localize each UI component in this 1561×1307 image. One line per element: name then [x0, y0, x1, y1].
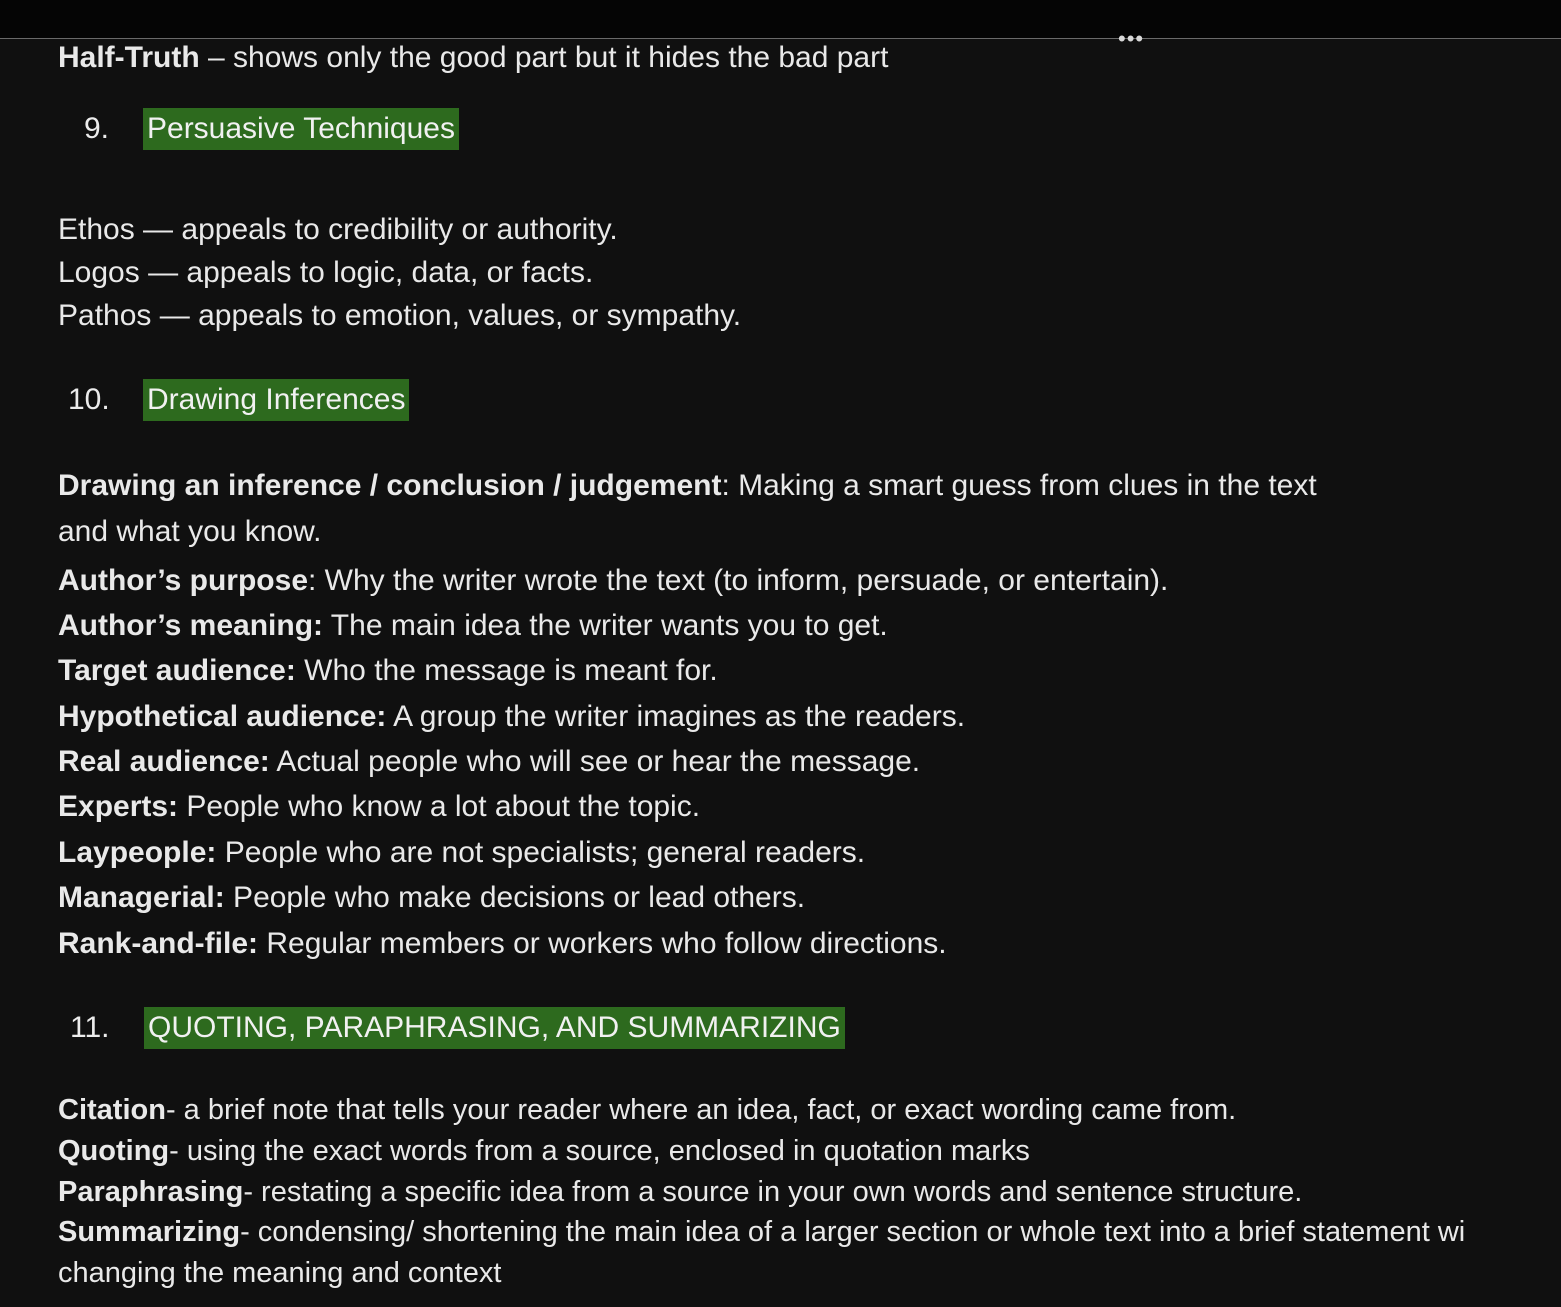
- quoting-definition-line: [58, 1256, 501, 1290]
- term-definition: People who are not specialists; general readers.: [216, 836, 866, 869]
- term-definition: Who the message is meant for.: [295, 654, 718, 687]
- term-label: Author’s meaning:: [58, 609, 324, 642]
- definition-line: [58, 653, 718, 689]
- term-definition: - a brief note that tells your reader where an idea, fact, or exact wording came from.: [165, 1094, 1237, 1126]
- term-label: Rank-and-file:: [58, 927, 259, 960]
- quoting-definition-line: [58, 1175, 1302, 1209]
- section-number: 11.: [70, 1011, 110, 1044]
- section-number: 9.: [84, 112, 110, 145]
- term-definition: and what you know.: [58, 515, 322, 548]
- term-definition: changing the meaning and context: [58, 1257, 502, 1289]
- section-number: 10.: [68, 383, 110, 416]
- section-title: QUOTING, PARAPHRASING, AND SUMMARIZING: [144, 1007, 845, 1049]
- term-definition: : Making a smart guess from clues in the text: [721, 469, 1317, 502]
- term-label: Citation: [58, 1094, 166, 1126]
- section-title: Drawing Inferences: [143, 379, 409, 421]
- half-truth-definition: – shows only the good part but it hides the bad part: [199, 41, 889, 74]
- half-truth-term: Half-Truth: [58, 41, 200, 74]
- definition-line: [58, 468, 1317, 504]
- section-title: Persuasive Techniques: [143, 108, 459, 150]
- term-definition: - using the exact words from a source, enclosed in quotation marks: [169, 1135, 1030, 1167]
- term-label: Quoting: [58, 1135, 170, 1167]
- term-definition: People who make decisions or lead others.: [224, 881, 806, 914]
- definition-line: [58, 880, 805, 916]
- definition-line: [58, 699, 965, 735]
- term-label: Laypeople:: [58, 836, 217, 869]
- term-definition: Actual people who will see or hear the message.: [269, 745, 921, 778]
- pathos-line: Pathos — appeals to emotion, values, or sympathy.: [58, 299, 742, 332]
- definition-line: [58, 563, 1168, 599]
- term-label: Target audience:: [58, 654, 296, 687]
- quoting-definition-line: [58, 1134, 1030, 1168]
- definition-line: [58, 608, 888, 644]
- definition-line: [58, 514, 322, 550]
- definition-line: [58, 789, 700, 825]
- definition-line: [58, 744, 920, 780]
- quoting-definition-line: [58, 1215, 1561, 1249]
- term-label: Real audience:: [58, 745, 270, 778]
- definition-line: [58, 835, 865, 871]
- term-definition: - condensing/ shortening the main idea of a larger section or whole text into a brief statement wi: [240, 1216, 1466, 1248]
- term-label: Paraphrasing: [58, 1176, 244, 1208]
- logos-line: Logos — appeals to logic, data, or facts.: [58, 256, 594, 289]
- quoting-definition-line: [58, 1093, 1236, 1127]
- term-label: Summarizing: [58, 1216, 241, 1248]
- term-definition: Regular members or workers who follow directions.: [258, 927, 947, 960]
- term-label: Drawing an inference / conclusion / judgement: [58, 469, 722, 502]
- term-label: Managerial:: [58, 881, 225, 914]
- term-definition: The main idea the writer wants you to get.: [323, 609, 888, 642]
- term-definition: : Why the writer wrote the text (to inform, persuade, or entertain).: [308, 564, 1169, 597]
- term-definition: - restating a specific idea from a source in your own words and sentence structure.: [243, 1176, 1303, 1208]
- term-label: Experts:: [58, 790, 179, 823]
- term-label: Hypothetical audience:: [58, 700, 387, 733]
- ethos-line: Ethos — appeals to credibility or authority.: [58, 213, 618, 246]
- half-truth-line: [58, 40, 888, 76]
- term-definition: People who know a lot about the topic.: [178, 790, 701, 823]
- more-options-icon[interactable]: •••: [1118, 26, 1145, 51]
- term-label: Author’s purpose: [58, 564, 309, 597]
- term-definition: A group the writer imagines as the readers.: [386, 700, 966, 733]
- definition-line: [58, 926, 947, 962]
